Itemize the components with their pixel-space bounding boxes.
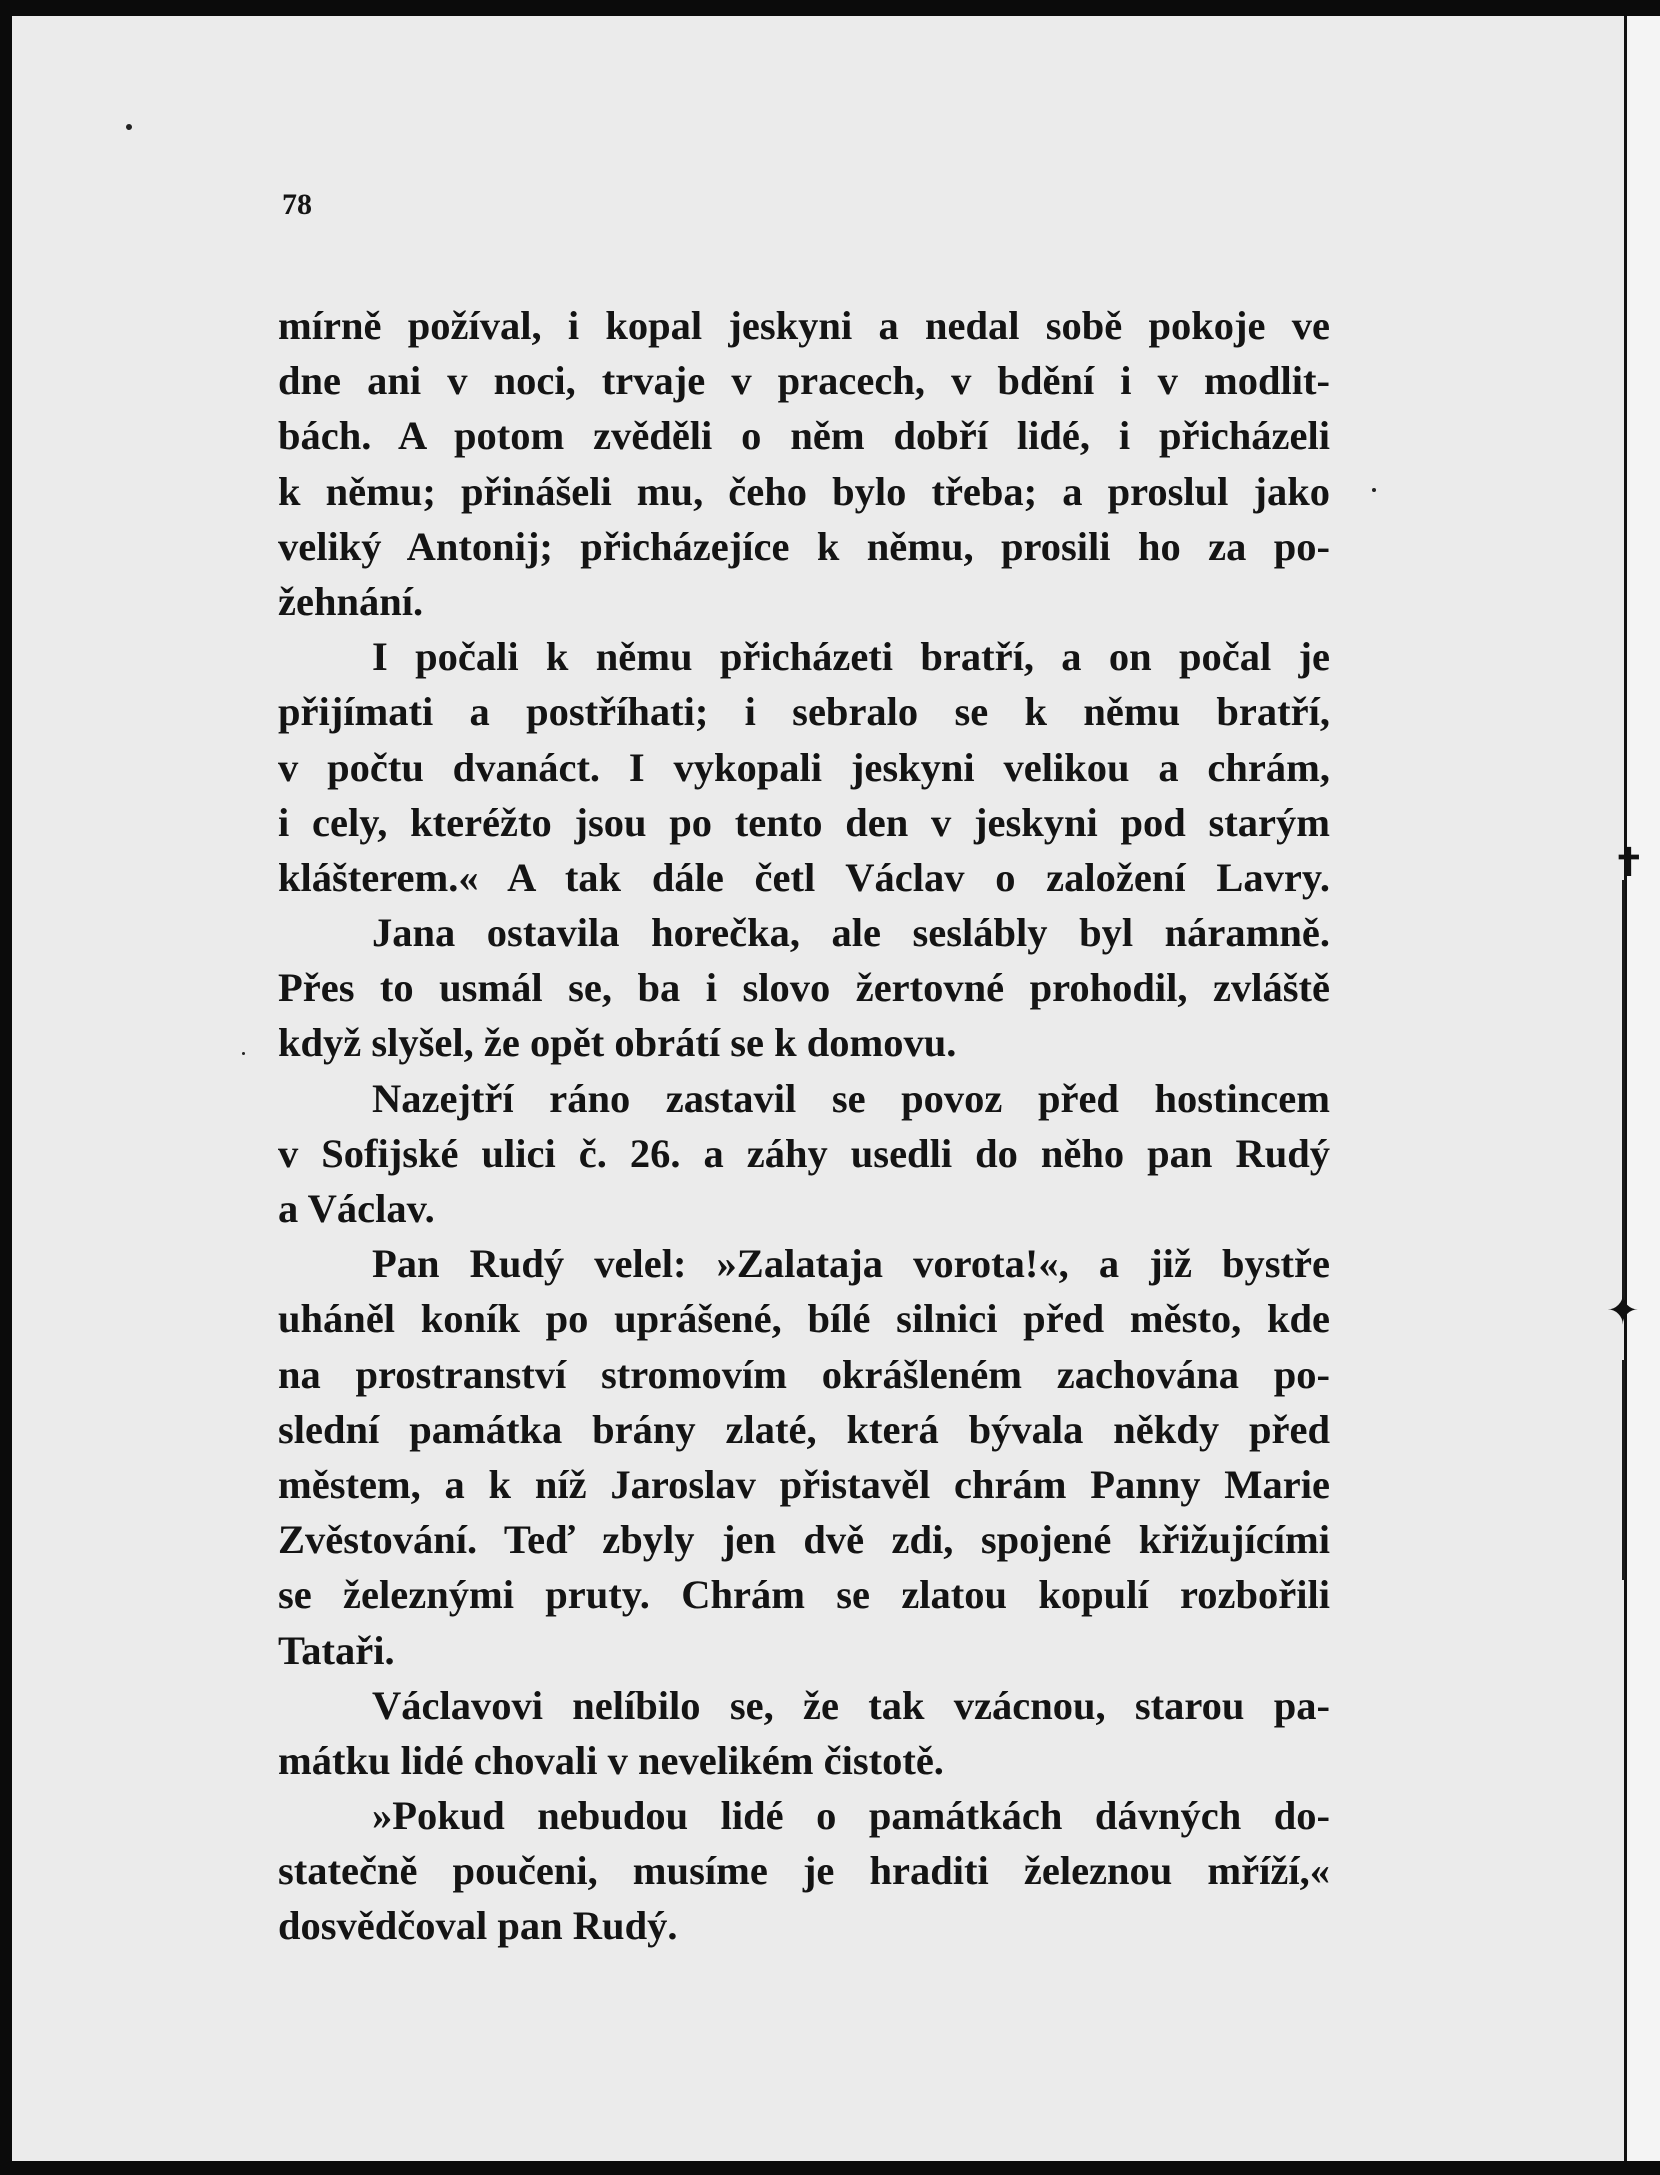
text-line: Přes to usmál se, ba i slovo žertovné prohodil, zvláště	[278, 965, 1330, 1011]
body-text	[278, 298, 1330, 1954]
text-line: Jana ostavila horečka, ale seslábly byl náramně.	[372, 910, 1330, 956]
text-line: uháněl koník po uprášené, bílé silnici před město, kde	[278, 1296, 1330, 1342]
facing-page-edge	[1624, 16, 1660, 2161]
binding-rule-upper	[1622, 880, 1625, 1300]
text-line: když slyšel, že opět obrátí se k domovu.	[278, 1020, 957, 1066]
text-line: žehnání.	[278, 578, 424, 624]
text-line: dne ani v noci, trvaje v pracech, v bdění i v modlit-	[278, 358, 1330, 404]
text-line: Tataři.	[278, 1627, 395, 1673]
dust-speck	[1372, 488, 1376, 492]
text-line: Václavovi nelíbilo se, že tak vzácnou, starou pa-	[372, 1682, 1330, 1728]
binding-rule-lower	[1622, 1360, 1625, 1580]
text-line: statečně poučeni, musíme je hraditi železnou mříží,«	[278, 1848, 1330, 1894]
text-line: dosvědčoval pan Rudý.	[278, 1903, 678, 1949]
text-line: na prostranství stromovím okrášleném zachována po-	[278, 1351, 1330, 1397]
text-line: slední památka brány zlaté, která bývala někdy před	[278, 1406, 1330, 1452]
text-line: se železnými pruty. Chrám se zlatou kopulí rozbořili	[278, 1572, 1330, 1618]
text-line: v počtu dvanáct. I vykopali jeskyni velikou a chrám,	[278, 744, 1330, 790]
text-line: bách. A potom zvěděli o něm dobří lidé, i přicházeli	[278, 413, 1330, 459]
text-line: klášterem.« A tak dále četl Václav o založení Lavry.	[278, 854, 1330, 900]
dust-speck	[126, 124, 132, 130]
text-line: i cely, kteréžto jsou po tento den v jeskyni pod starým	[278, 799, 1330, 845]
text-line: městem, a k níž Jaroslav přistavěl chrám Panny Marie	[278, 1461, 1330, 1507]
text-line: »Pokud nebudou lidé o památkách dávných do-	[372, 1793, 1330, 1839]
registration-mark-icon: ✝	[1612, 840, 1646, 886]
text-line: a Václav.	[278, 1186, 435, 1231]
dust-speck	[242, 1052, 245, 1055]
page-number: 78	[282, 188, 312, 221]
text-line: k němu; přinášeli mu, čeho bylo třeba; a proslul jako	[278, 468, 1330, 514]
text-line: veliký Antonij; přicházejíce k němu, prosili ho za po-	[278, 523, 1330, 569]
text-line: Nazejtří ráno zastavil se povoz před hostincem	[372, 1075, 1330, 1121]
text-line: Zvěstování. Teď zbyly jen dvě zdi, spojené křižujícími	[278, 1517, 1330, 1563]
text-line: mátku lidé chovali v nevelikém čistotě.	[278, 1737, 944, 1783]
text-line: I počali k němu přicházeti bratří, a on počal je	[372, 634, 1330, 680]
text-line: v Sofijské ulici č. 26. a záhy usedli do něho pan Rudý	[278, 1130, 1330, 1176]
registration-mark-icon: ✦	[1606, 1288, 1640, 1334]
text-line: Pan Rudý velel: »Zalataja vorota!«, a již bystře	[372, 1241, 1330, 1287]
text-line: mírně požíval, i kopal jeskyni a nedal sobě pokoje ve	[278, 303, 1330, 348]
text-line: přijímati a postříhati; i sebralo se k němu bratří,	[278, 689, 1330, 735]
